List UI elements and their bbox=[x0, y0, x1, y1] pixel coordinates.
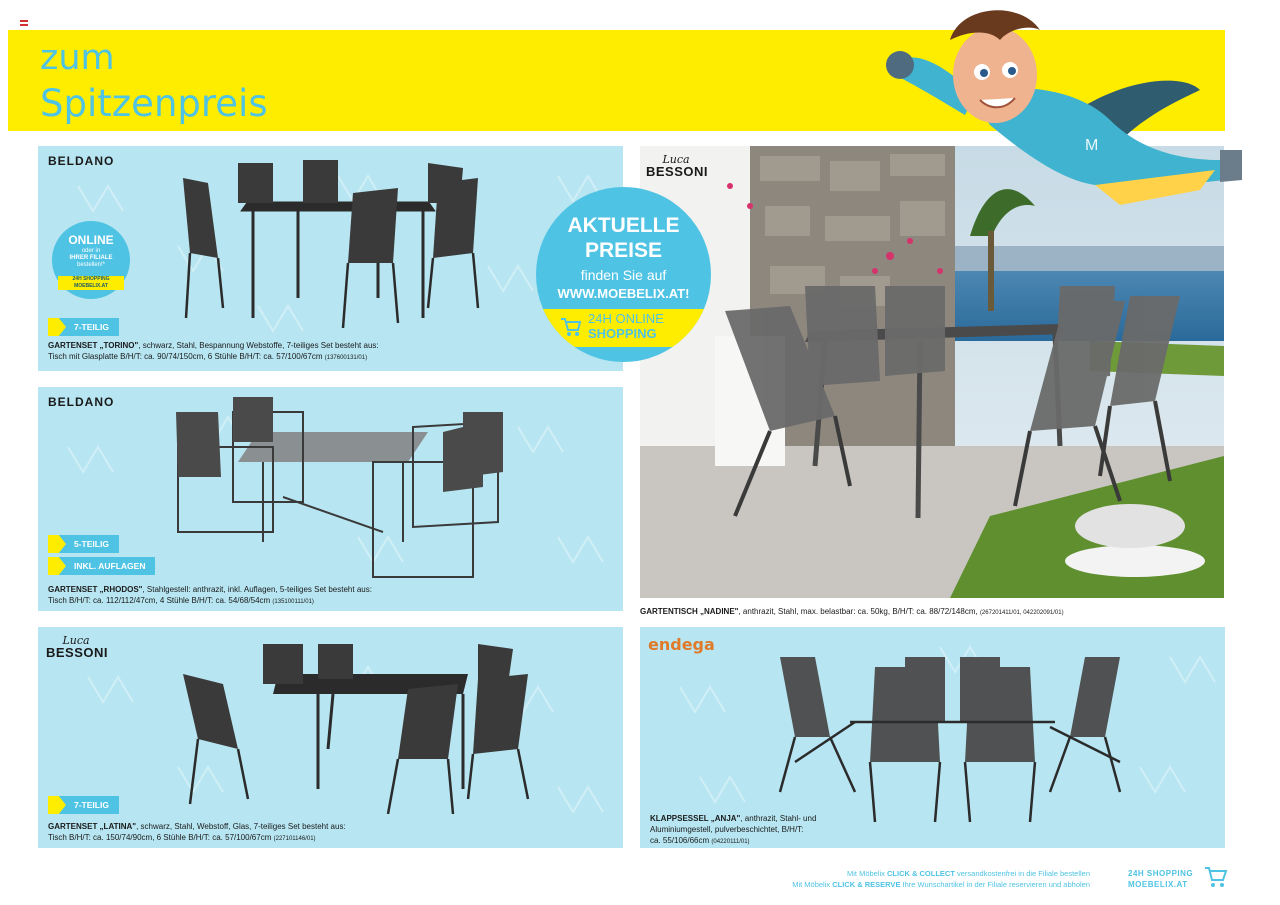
shopping-label-2: SHOPPING bbox=[588, 326, 657, 341]
headline-line-2: Spitzenpreis bbox=[40, 82, 268, 125]
product-description-rhodos bbox=[48, 584, 618, 608]
headline-line-1: zum bbox=[40, 38, 115, 78]
brand-logo-luca-bessoni: Luca BESSONI bbox=[46, 634, 109, 660]
brand-logo-beldano: BELDANO bbox=[48, 395, 115, 409]
click-reserve-note: Mit Möbelix CLICK & RESERVE Ihre Wunschartikel in der Filiale reservieren und abholen bbox=[792, 880, 1090, 889]
austria-flag-icon bbox=[20, 20, 28, 26]
brand-logo-luca-bessoni: Luca BESSONI bbox=[646, 153, 709, 179]
website-link[interactable]: WWW.MOEBELIX.AT! bbox=[557, 286, 690, 301]
product-panel-rhodos[interactable] bbox=[38, 387, 623, 611]
garden-set-latina-image bbox=[178, 639, 538, 814]
folding-chairs-anja-image bbox=[775, 652, 1125, 827]
superhero-mascot-image bbox=[880, 0, 1260, 210]
product-title-anja: KLAPPSESSEL „ANJA" bbox=[650, 814, 741, 823]
tag-7-teilig: 7-TEILIG bbox=[48, 796, 119, 814]
product-description-nadine bbox=[640, 606, 1224, 619]
desc-line-1: , anthrazit, Stahl, max. belastbar: ca. 50kg, B/H/T: ca. 88/72/148cm, bbox=[738, 607, 978, 616]
product-photo-nadine[interactable] bbox=[640, 146, 1224, 598]
article-code: (267201411/01, 042202091/01) bbox=[979, 610, 1064, 616]
brand-logo-beldano: BELDANO bbox=[48, 154, 115, 168]
terrace-scene-image bbox=[640, 146, 1224, 598]
badge-line-2: PREISE bbox=[584, 239, 663, 262]
badge-subtitle: oder in IHRER FILIALE bestellen!* bbox=[69, 248, 113, 268]
article-code: (135100111/01) bbox=[272, 599, 314, 605]
brand-logo-endega: endega bbox=[648, 635, 715, 654]
badge-shopping-strip: 24H SHOPPING MOEBELIX.AT bbox=[58, 276, 124, 290]
product-title-latina: GARTENSET „LATINA" bbox=[48, 822, 137, 831]
product-title-nadine: GARTENTISCH „NADINE" bbox=[640, 607, 739, 616]
desc-line-2: Aluminiumgestell, pulverbeschichtet, B/H/T: bbox=[650, 825, 804, 834]
tag-7-teilig: 7-TEILIG bbox=[48, 318, 119, 336]
desc-line-2: Tisch mit Glasplatte B/H/T: ca. 90/74/150cm, 6 Stühle B/H/T: ca. 57/100/67cm bbox=[48, 352, 323, 361]
footer-shopping-label[interactable]: 24H SHOPPING bbox=[1128, 869, 1194, 878]
product-panel-latina[interactable] bbox=[38, 627, 623, 848]
badge-line-3: finden Sie auf bbox=[580, 267, 667, 283]
product-description-latina bbox=[48, 821, 618, 845]
garden-set-rhodos-image bbox=[173, 392, 508, 582]
cart-icon[interactable] bbox=[1204, 866, 1228, 888]
badge-line-1: AKTUELLE bbox=[567, 214, 680, 237]
online-order-badge[interactable] bbox=[52, 221, 130, 299]
current-prices-badge[interactable] bbox=[536, 187, 711, 362]
product-title-rhodos: GARTENSET „RHODOS" bbox=[48, 585, 143, 594]
article-code: (227101146/01) bbox=[273, 836, 316, 842]
tag-5-teilig: 5-TEILIG bbox=[48, 535, 119, 553]
desc-line-2: Tisch B/H/T: ca. 112/112/47cm, 4 Stühle B/H/T: ca. 54/68/54cm bbox=[48, 596, 271, 605]
footer-website-link[interactable]: MOEBELIX.AT bbox=[1128, 880, 1188, 889]
shopping-label-1: 24H ONLINE bbox=[588, 311, 664, 326]
desc-line-1: , schwarz, Stahl, Webstoff, Glas, 7-teiliges Set besteht aus: bbox=[136, 822, 346, 831]
desc-line-1: , anthrazit, Stahl- und bbox=[740, 814, 817, 823]
product-title-torino: GARTENSET „TORINO" bbox=[48, 341, 139, 350]
garden-set-torino-image bbox=[178, 158, 488, 328]
desc-line-1: , schwarz, Stahl, Bespannung Webstoffe, 7-teiliges Set besteht aus: bbox=[138, 341, 379, 350]
product-description-anja bbox=[650, 813, 950, 848]
desc-line-2: Tisch B/H/T: ca. 150/74/90cm, 6 Stühle B/H/T: ca. 57/100/67cm bbox=[48, 833, 272, 842]
product-panel-anja[interactable] bbox=[640, 627, 1225, 848]
article-code: (04220111/01) bbox=[711, 839, 750, 845]
desc-line-3: ca. 55/106/66cm bbox=[650, 836, 710, 845]
desc-line-1: , Stahlgestell: anthrazit, inkl. Auflagen, 5-teiliges Set besteht aus: bbox=[142, 585, 372, 594]
tag-inkl-auflagen: INKL. AUFLAGEN bbox=[48, 557, 155, 575]
cart-icon bbox=[560, 317, 582, 337]
article-code: (137600131/01) bbox=[324, 355, 368, 361]
svg-text:M: M bbox=[1085, 137, 1099, 154]
click-collect-note: Mit Möbelix CLICK & COLLECT versandkostenfrei in die Filiale bestellen bbox=[846, 869, 1090, 878]
badge-title: ONLINE bbox=[68, 233, 114, 247]
product-description-torino bbox=[48, 340, 618, 364]
